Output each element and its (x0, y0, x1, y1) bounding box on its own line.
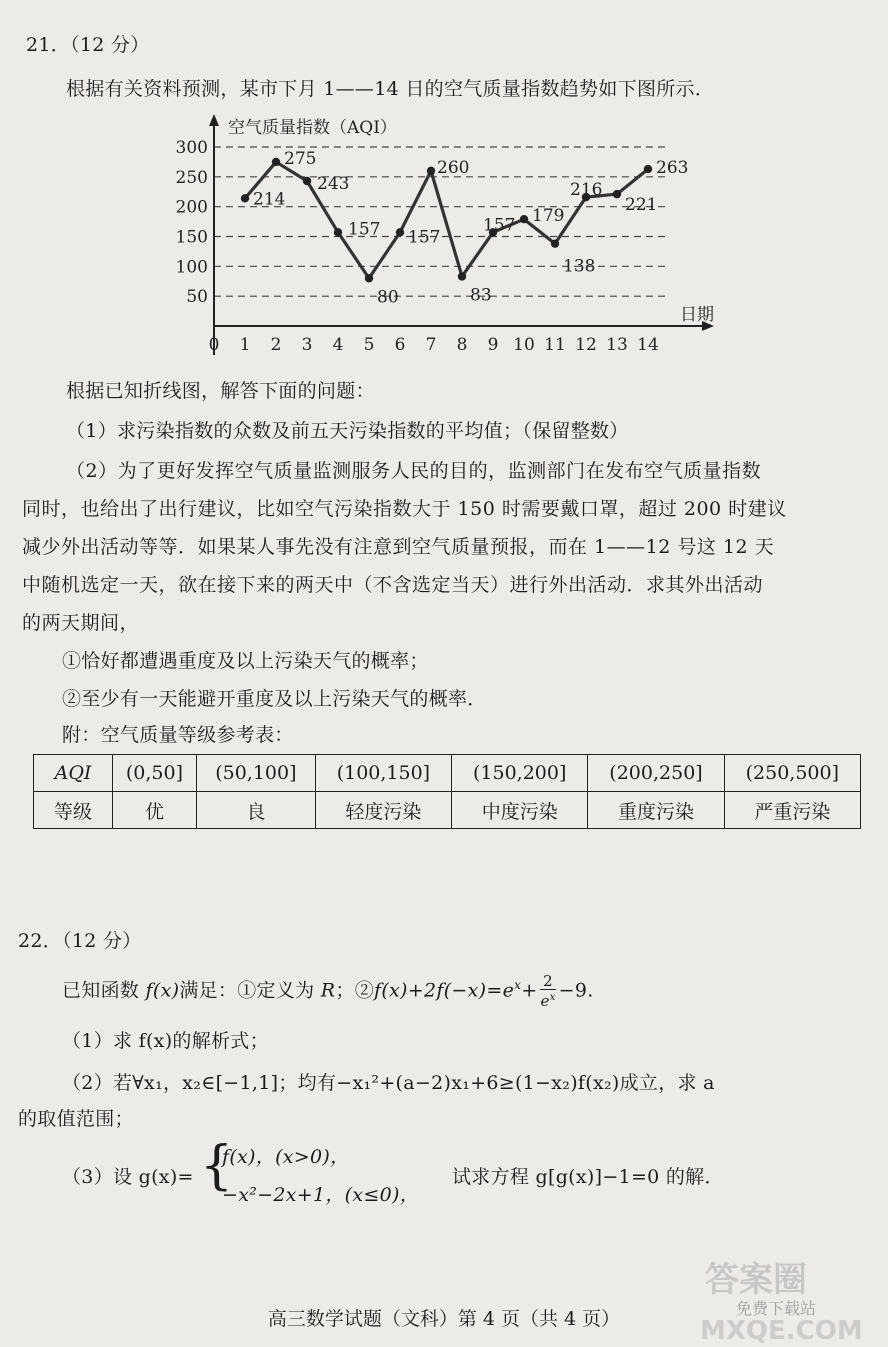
q22-stem-c: ；② (335, 979, 374, 1002)
q21-sub2: ②至少有一天能避开重度及以上污染天气的概率． (62, 688, 487, 710)
table-header-level: 等级 (34, 792, 113, 829)
q22-part1: （1）求 f(x)的解析式； (62, 1030, 269, 1052)
q22-frac-den-sup: x (549, 992, 556, 1003)
x-tick-8: 8 (456, 335, 468, 355)
label-day-1: 214 (253, 189, 286, 210)
piecewise-brace: { (200, 1136, 234, 1196)
watermark-logo: 答案圈 (705, 1260, 807, 1300)
point-day-8 (458, 272, 466, 280)
point-day-4 (334, 228, 342, 236)
table-range-4: (150,200] (452, 755, 588, 792)
q21-part2-line1: （2）为了更好发挥空气质量监测服务人民的目的，监测部门在发布空气质量指数 (66, 460, 762, 482)
table-header-aqi: AQI (34, 755, 113, 792)
y-tick-250: 250 (175, 167, 208, 188)
y-tick-100: 100 (175, 257, 208, 278)
point-day-11 (551, 239, 559, 247)
chart-title: 空气质量指数（AQI） (228, 118, 397, 138)
point-day-3 (303, 177, 311, 185)
label-day-3: 243 (317, 174, 350, 195)
label-day-2: 275 (284, 148, 317, 169)
x-tick-4: 4 (332, 335, 344, 355)
x-tick-10: 10 (513, 335, 535, 355)
label-day-5: 80 (377, 287, 399, 308)
watermark-url: MXQE.COM (700, 1316, 863, 1346)
x-tick-labels (209, 335, 659, 355)
q22-frac-den (540, 990, 555, 1009)
q22-frac-den-e: e (540, 992, 550, 1010)
label-day-13: 221 (625, 195, 658, 216)
x-tick-12: 12 (575, 335, 597, 355)
q21-after-chart: 根据已知折线图，解答下面的问题： (66, 380, 375, 402)
point-day-7 (427, 167, 435, 175)
label-day-10: 179 (532, 206, 565, 227)
table-level-5: 重度污染 (588, 792, 724, 829)
q22-fraction (540, 974, 555, 1009)
aqi-reference-table (33, 754, 861, 829)
q21-intro: 根据有关资料预测，某市下月 1——14 日的空气质量指数趋势如下图所示． (66, 78, 715, 100)
table-level-3: 轻度污染 (315, 792, 451, 829)
x-tick-6: 6 (394, 335, 406, 355)
q22-part3-suffix: 试求方程 g[g(x)]−1=0 的解． (452, 1166, 724, 1188)
point-day-6 (396, 228, 404, 236)
x-tick-7: 7 (425, 335, 437, 355)
table-range-5: (200,250] (588, 755, 724, 792)
point-day-10 (520, 215, 528, 223)
x-tick-1: 1 (239, 335, 251, 355)
x-tick-9: 9 (487, 335, 499, 355)
x-tick-11: 11 (544, 335, 566, 355)
table-level-1: 优 (113, 792, 197, 829)
x-tick-13: 13 (606, 335, 628, 355)
q21-part2-line4: 中随机选定一天，欲在接下来的两天中（不含选定当天）进行外出活动．求其外出活动 (22, 574, 764, 596)
y-tick-150: 150 (175, 227, 208, 248)
label-day-6: 157 (408, 227, 441, 248)
page-footer: 高三数学试题（文科）第 4 页（共 4 页） (267, 1308, 621, 1330)
table-level-4: 中度污染 (452, 792, 588, 829)
label-day-4: 157 (348, 219, 381, 240)
q21-part2-line3: 减少外出活动等等．如果某人事先没有注意到空气质量预报，而在 1——12 号这 12 天 (22, 536, 775, 558)
label-day-14: 263 (656, 158, 689, 179)
label-day-7: 260 (437, 157, 470, 178)
point-day-2 (272, 158, 280, 166)
aqi-line-chart (0, 0, 888, 360)
q22-stem-plus: + (521, 979, 538, 1002)
q22-stem-b: 满足：①定义为 (179, 979, 321, 1002)
q22-case1: f(x)，(x>0)， (222, 1146, 350, 1168)
q21-number: 21．（12 分） (26, 34, 150, 56)
y-tick-50: 50 (186, 287, 208, 308)
table-row-level (34, 792, 861, 829)
q22-stem-sup: x (514, 978, 522, 993)
x-tick-0: 0 (208, 335, 220, 355)
table-range-3: (100,150] (315, 755, 451, 792)
x-tick-5: 5 (363, 335, 375, 355)
q22-frac-num: 2 (540, 974, 555, 990)
point-day-14 (644, 165, 652, 173)
point-day-5 (365, 274, 373, 282)
y-tick-labels (176, 138, 208, 307)
x-tick-2: 2 (270, 335, 282, 355)
q22-stem-R: R (320, 979, 336, 1002)
q22-case2: −x²−2x+1，(x≤0)， (222, 1184, 420, 1206)
y-axis-arrow (209, 114, 219, 126)
table-range-6: (250,500] (724, 755, 860, 792)
q21-attach: 附：空气质量等级参考表： (62, 724, 294, 746)
point-day-13 (613, 190, 621, 198)
q21-part1: （1）求污染指数的众数及前五天污染指数的平均值；（保留整数） (66, 420, 629, 442)
x-axis-label: 日期 (680, 305, 714, 325)
x-tick-14: 14 (637, 335, 659, 355)
q22-part3-prefix: （3）设 g(x)= (62, 1166, 194, 1188)
q21-sub1: ①恰好都遭遇重度及以上污染天气的概率； (62, 650, 429, 672)
table-level-2: 良 (196, 792, 315, 829)
table-level-6: 严重污染 (724, 792, 860, 829)
y-tick-300: 300 (175, 138, 208, 158)
q22-part2-line1: （2）若∀x₁，x₂∈[−1,1]；均有−x₁²+(a−2)x₁+6≥(1−x₂)f(x₂)成立，求 a (62, 1072, 715, 1094)
q21-part2-line2: 同时，也给出了出行建议，比如空气污染指数大于 150 时需要戴口罩，超过 200 时建议 (22, 498, 787, 520)
label-day-9: 157 (483, 215, 516, 236)
q22-stem-a: 已知函数 (62, 979, 146, 1002)
label-day-8: 83 (470, 285, 492, 306)
x-tick-3: 3 (301, 335, 313, 355)
q22-number: 22．（12 分） (18, 930, 142, 952)
table-range-2: (50,100] (196, 755, 315, 792)
label-day-11: 138 (563, 256, 596, 277)
y-tick-200: 200 (175, 197, 208, 218)
q22-stem-end: −9. (558, 979, 594, 1002)
data-labels (253, 149, 688, 307)
label-day-12: 216 (570, 180, 603, 201)
watermark-subtext: 免费下载站 (736, 1299, 817, 1318)
q22-stem (62, 974, 594, 1009)
q22-stem-eq: f(x)+2f(−x)=e (374, 979, 515, 1002)
q22-part2-line2: 的取值范围； (18, 1108, 134, 1130)
table-range-1: (0,50] (113, 755, 197, 792)
q22-stem-fx: f(x) (145, 979, 180, 1002)
table-row-aqi (34, 755, 861, 792)
point-day-1 (241, 194, 249, 202)
q21-part2-line5: 的两天期间， (22, 612, 140, 634)
